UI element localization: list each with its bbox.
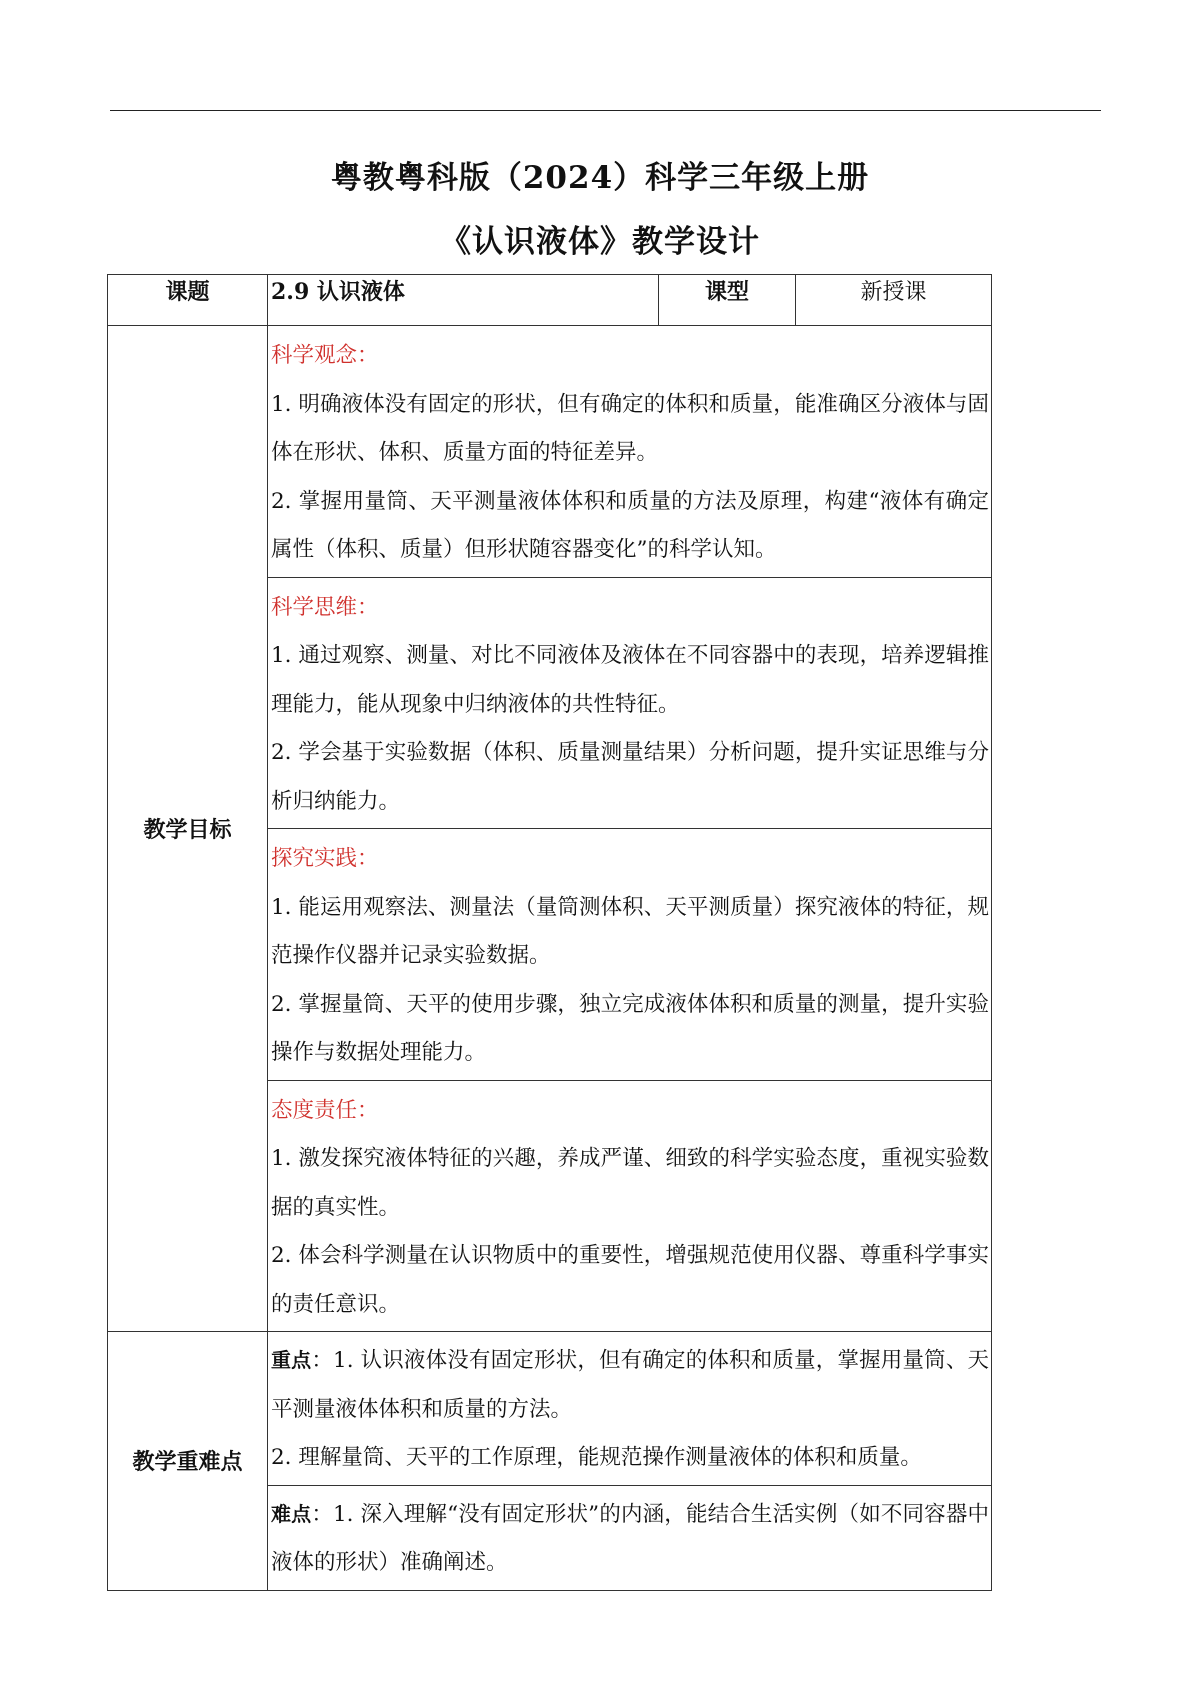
- topic-value: 2.9 认识液体: [268, 275, 659, 326]
- difficulty-label: 难点: [271, 1501, 312, 1526]
- focus-item: 2. 理解量筒、天平的工作原理，能规范操作测量液体的体积和质量。: [271, 1445, 922, 1470]
- key-points-label: 教学重难点: [108, 1332, 268, 1591]
- objective-item: 1. 通过观察、测量、对比不同液体及液体在不同容器中的表现，培养逻辑推理能力，能从现象中归纳液体的共性特征。: [271, 643, 989, 717]
- focus-colon: ：: [311, 1348, 334, 1373]
- header-row: [108, 275, 992, 326]
- type-label: 课型: [659, 275, 796, 326]
- focus-cell: [268, 1332, 992, 1486]
- objective-section-practice: [268, 829, 992, 1081]
- objective-section-attitude: [268, 1080, 992, 1332]
- objective-item: 1. 明确液体没有固定的形状，但有确定的体积和质量，能准确区分液体与固体在形状、体积、质量方面的特征差异。: [271, 391, 989, 465]
- document-title: 粤教粤科版（2024）科学三年级上册: [330, 160, 870, 196]
- difficulty-cell: [268, 1485, 992, 1590]
- objective-section-concept: [268, 326, 992, 578]
- objective-item: 1. 激发探究液体特征的兴趣，养成严谨、细致的科学实验态度，重视实验数据的真实性。: [271, 1146, 989, 1220]
- section-heading: 科学思维：: [271, 594, 379, 620]
- difficulty-colon: ：: [311, 1501, 333, 1527]
- focus-text: 1. 认识液体没有固定形状，但有确定的体积和质量，掌握用量筒、天平测量液体体积和质量的方法。: [271, 1348, 989, 1422]
- section-heading: 探究实践：: [271, 846, 379, 871]
- type-value: 新授课: [796, 275, 992, 326]
- header-rule: [110, 110, 1101, 111]
- objective-item: 2. 学会基于实验数据（体积、质量测量结果）分析问题，提升实证思维与分析归纳能力。: [271, 740, 989, 814]
- objective-item: 2. 掌握用量筒、天平测量液体体积和质量的方法及原理，构建“液体有确定属性（体积、质量）但形状随容器变化”的科学认知。: [271, 488, 989, 562]
- objective-section-thinking: [268, 577, 992, 829]
- objective-item: 2. 掌握量筒、天平的使用步骤，独立完成液体体积和质量的测量，提升实验操作与数据处理能力。: [271, 991, 989, 1065]
- topic-label: 课题: [108, 275, 268, 326]
- lesson-plan-table: [107, 274, 992, 1591]
- focus-item: [271, 1336, 989, 1434]
- objectives-label: 教学目标: [108, 326, 268, 1332]
- objectives-row: [108, 326, 992, 578]
- section-heading: 科学观念：: [271, 343, 379, 368]
- focus-label: 重点: [271, 1348, 312, 1372]
- key-points-row: [108, 1332, 992, 1486]
- difficulty-item: [271, 1490, 989, 1588]
- difficulty-text: 1. 深入理解“没有固定形状”的内涵，能结合生活实例（如不同容器中液体的形状）准确阐述。: [271, 1501, 989, 1575]
- objective-item: 1. 能运用观察法、测量法（量筒测体积、天平测质量）探究液体的特征，规范操作仪器并记录实验数据。: [271, 894, 989, 968]
- objective-item: 2. 体会科学测量在认识物质中的重要性，增强规范使用仪器、尊重科学事实的责任意识。: [271, 1243, 989, 1317]
- document-subtitle: 《认识液体》教学设计: [440, 224, 760, 260]
- section-heading: 态度责任：: [271, 1097, 379, 1123]
